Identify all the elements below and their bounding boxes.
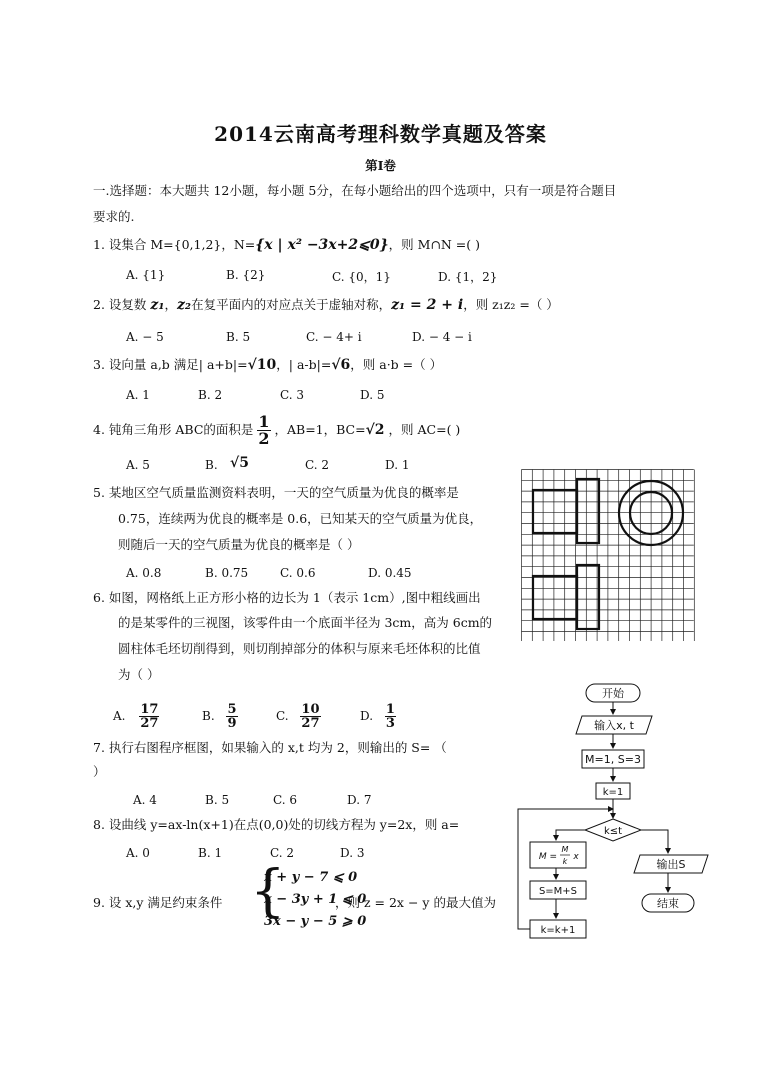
q1-prefix: 1. 设集合 M={0,1,2}，N= bbox=[93, 237, 256, 252]
q2-option-b: B. 5 bbox=[226, 330, 251, 344]
q1-option-d: D. {1，2} bbox=[438, 270, 498, 284]
question-6-line3: 圆柱体毛坯切削得到，则切削掉部分的体积与原来毛坯体积的比值 bbox=[118, 641, 481, 656]
q3-root-6: √6 bbox=[331, 357, 351, 373]
q1-option-a: A. {1} bbox=[126, 268, 166, 282]
q2-z2: z₂ bbox=[176, 297, 192, 313]
q5-option-c: C. 0.6 bbox=[280, 566, 316, 580]
q8-option-a: A. 0 bbox=[126, 846, 150, 860]
volume-label: 第Ⅰ卷 bbox=[365, 158, 396, 173]
q3-option-c: C. 3 bbox=[280, 388, 305, 402]
page-title: 2014云南高考理科数学真题及答案 bbox=[214, 122, 547, 146]
flow-update-m-den: k bbox=[562, 857, 568, 866]
three-view-figure bbox=[521, 469, 696, 641]
flow-condition-label: k≤t bbox=[603, 826, 623, 837]
q7-option-c: C. 6 bbox=[273, 793, 298, 807]
flow-update-s-label: S=M+S bbox=[538, 886, 578, 897]
question-6-line4: 为（ ） bbox=[118, 667, 160, 682]
q7-option-b: B. 5 bbox=[205, 793, 230, 807]
question-5-line3: 则随后一天的空气质量为优良的概率是（ ） bbox=[118, 537, 360, 552]
q2-option-d: D. − 4 − i bbox=[412, 330, 472, 344]
q2-option-a: A. − 5 bbox=[126, 330, 164, 344]
q2-z1: z₁ bbox=[150, 297, 165, 313]
question-3 bbox=[93, 357, 442, 373]
section-heading-cont: 要求的. bbox=[93, 209, 135, 224]
question-1 bbox=[93, 237, 480, 253]
q9-constraint-2: x − 3y + 1 ⩽ 0 bbox=[264, 892, 367, 907]
q4-root-2: √2 bbox=[365, 422, 385, 438]
flowchart bbox=[510, 676, 720, 944]
flow-loop-back bbox=[518, 809, 613, 929]
q4-suffix: ，则 AC=( ) bbox=[384, 422, 461, 437]
q6-option-a-fraction: $\frac{17}{27}$ bbox=[140, 702, 159, 731]
q4-option-a: A. 5 bbox=[126, 458, 150, 472]
q3-mid: ，| a-b|= bbox=[276, 357, 332, 372]
q6-option-b-fraction: $\frac{5}{9}$ bbox=[227, 702, 237, 731]
q1-option-c: C. {0，1} bbox=[332, 270, 391, 284]
q4-prefix: 4. 钝角三角形 ABC的面积是 bbox=[93, 422, 254, 437]
q8-option-b: B. 1 bbox=[198, 846, 223, 860]
q1-set-expr: {x | x² −3x+2⩽0} bbox=[255, 237, 389, 253]
q3-option-d: D. 5 bbox=[360, 388, 385, 402]
flow-k-init-label: k=1 bbox=[602, 787, 624, 798]
q4-option-b-value: √5 bbox=[230, 455, 249, 471]
q3-option-b: B. 2 bbox=[198, 388, 223, 402]
q4-mid: ，AB=1，BC= bbox=[274, 422, 366, 437]
q3-suffix: ，则 a·b =（ ） bbox=[350, 357, 443, 372]
q1-suffix: ，则 M∩N =( ) bbox=[388, 237, 480, 252]
q6-option-d-fraction: $\frac{1}{3}$ bbox=[385, 702, 395, 731]
question-2 bbox=[93, 297, 559, 313]
q6-option-b: B. $\frac{5}{9}$ bbox=[202, 702, 237, 731]
question-5-line2: 0.75，连续两为优良的概率是 0.6，已知某天的空气质量为优良， bbox=[118, 511, 483, 526]
question-7: 7. 执行右图程序框图，如果输入的 x,t 均为 2，则输出的 S= （ bbox=[93, 740, 447, 755]
flow-update-k-label: k=k+1 bbox=[540, 925, 576, 936]
q2-suffix: ，则 z₁z₂ =（ ） bbox=[463, 297, 559, 312]
flow-update-m-num: M bbox=[561, 845, 569, 854]
q2-condition: z₁ = 2 + i bbox=[391, 297, 464, 313]
q9-constraint-3: 3x − y − 5 ⩾ 0 bbox=[264, 914, 367, 929]
top-view-small-rect bbox=[533, 576, 577, 619]
question-6-line2: 的是某零件的三视图，该零件由一个底面半径为 3cm，高为 6cm的 bbox=[118, 615, 493, 630]
q8-option-d: D. 3 bbox=[340, 846, 365, 860]
q2-prefix: 2. 设复数 bbox=[93, 297, 151, 312]
flow-update-m-lhs: M = bbox=[538, 852, 558, 862]
q6-option-d: D. $\frac{1}{3}$ bbox=[360, 702, 395, 731]
front-view-small-rect bbox=[533, 490, 577, 533]
q5-option-a: A. 0.8 bbox=[126, 566, 162, 580]
flow-update-m-rhs: x bbox=[573, 852, 579, 862]
q9-constraint-1: x + y − 7 ⩽ 0 bbox=[264, 870, 358, 885]
q6-option-a: A. $\frac{17}{27}$ bbox=[113, 702, 159, 731]
q9-suffix: ，则 z = 2x − y 的最大值为 bbox=[335, 895, 496, 910]
q8-option-c: C. 2 bbox=[270, 846, 295, 860]
question-4 bbox=[93, 414, 460, 447]
q7-option-d: D. 7 bbox=[347, 793, 372, 807]
q2-mid: 在复平面内的对应点关于虚轴对称， bbox=[191, 297, 392, 312]
grid-lines bbox=[522, 470, 695, 642]
q2-sep: ， bbox=[164, 297, 177, 312]
q5-option-d: D. 0.45 bbox=[368, 566, 412, 580]
flow-start-label: 开始 bbox=[602, 687, 624, 700]
flow-input-label: 输入x, t bbox=[594, 719, 634, 732]
q4-option-b: B. bbox=[205, 458, 218, 472]
section-heading: 一.选择题：本大题共 12小题，每小题 5分，在每小题给出的四个选项中，只有一项是符合题目 bbox=[93, 183, 617, 198]
top-view-large-rect bbox=[577, 565, 599, 629]
flow-output-label: 输出S bbox=[656, 858, 686, 871]
question-9: 9. 设 x,y 满足约束条件 bbox=[93, 895, 223, 910]
q1-option-b: B. {2} bbox=[226, 268, 266, 282]
question-7-line2: ） bbox=[93, 764, 106, 779]
q3-root-10: √10 bbox=[247, 357, 277, 373]
q4-fraction: $\frac{1}{2}$ bbox=[258, 412, 270, 448]
flow-init-label: M=1, S=3 bbox=[585, 753, 641, 766]
question-6: 6. 如图，网格纸上正方形小格的边长为 1（表示 1cm）,图中粗线画出 bbox=[93, 590, 481, 605]
q3-option-a: A. 1 bbox=[126, 388, 150, 402]
q7-option-a: A. 4 bbox=[133, 793, 157, 807]
q2-option-c: C. − 4+ i bbox=[306, 330, 362, 344]
q3-prefix: 3. 设向量 a,b 满足| a+b|= bbox=[93, 357, 248, 372]
q6-option-c: C. $\frac{10}{27}$ bbox=[276, 702, 320, 731]
q9-brace: { bbox=[250, 859, 286, 924]
q4-option-c: C. 2 bbox=[305, 458, 330, 472]
flow-end-label: 结束 bbox=[657, 897, 679, 910]
question-8: 8. 设曲线 y=ax-ln(x+1)在点(0,0)处的切线方程为 y=2x，则 a= bbox=[93, 817, 460, 832]
q4-option-d: D. 1 bbox=[385, 458, 410, 472]
front-view-large-rect bbox=[577, 479, 599, 543]
q5-option-b: B. 0.75 bbox=[205, 566, 249, 580]
question-5: 5. 某地区空气质量监测资料表明，一天的空气质量为优良的概率是 bbox=[93, 485, 459, 500]
q6-option-c-fraction: $\frac{10}{27}$ bbox=[301, 702, 320, 731]
